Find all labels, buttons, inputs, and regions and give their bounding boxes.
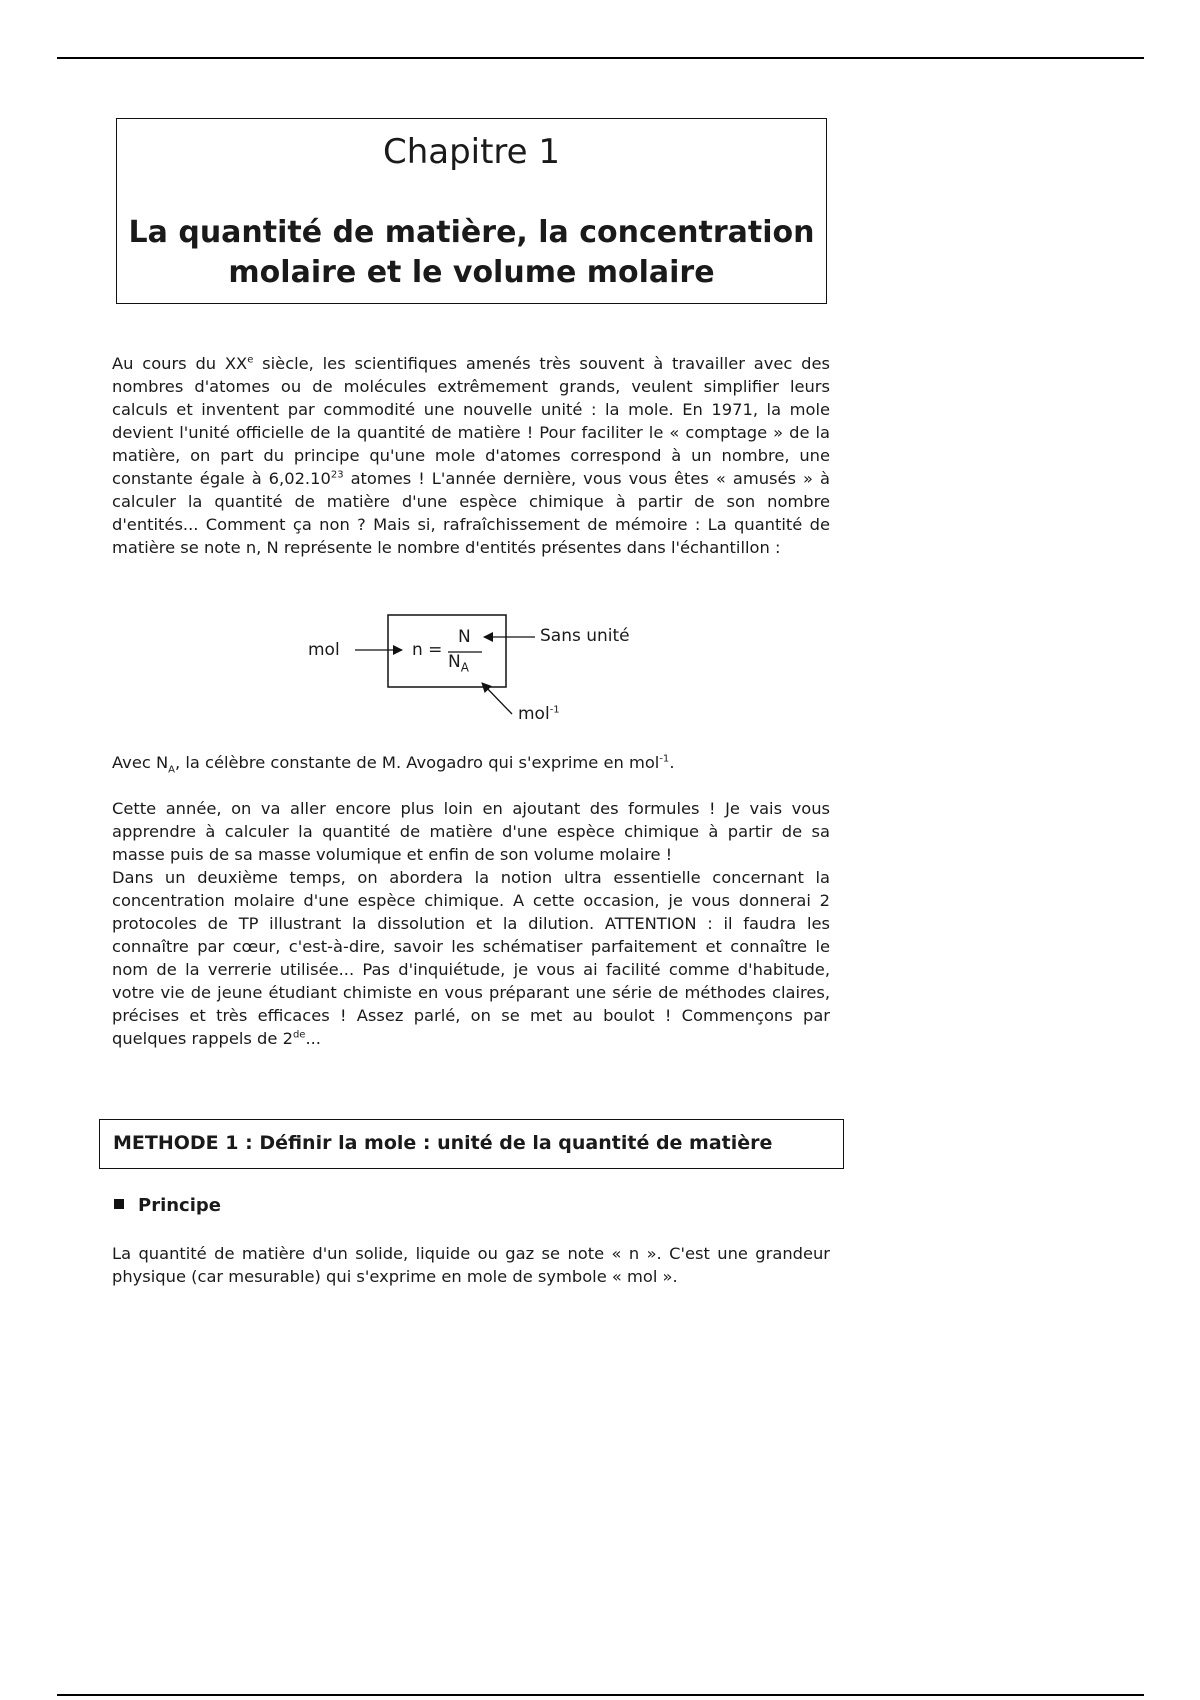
formula-left-unit: mol — [308, 640, 340, 660]
avec-sup: -1 — [659, 753, 670, 765]
formula-denominator-sub: A — [460, 660, 469, 675]
intro-paragraph — [112, 352, 830, 559]
avec-text-b: , la célèbre constante de M. Avogadro qui s'exprime en mol — [175, 753, 660, 772]
formula-numerator: N — [458, 627, 471, 647]
mole-formula-diagram — [270, 600, 690, 730]
principle-paragraph: La quantité de matière d'un solide, liquide ou gaz se note « n ». C'est une grandeur physique (car mesurable) qui s'exprime en mole de symbole « mol ». — [112, 1244, 830, 1286]
intro-text-b: siècle, les scientifiques amenés très souvent à travailler avec des nombres d'atomes ou de molécules extrêmement grands, veulent simplifier leurs calculs et inventent par commodité une nouvelle unité : la mole. En 1971, la mole devient l'unité officielle de la quantité de matière ! Pour faciliter le « comptage » de la matière, on part du principe qu'une mole d'atomes correspond à un nombre, une constante égale à 6,02.10 — [112, 354, 830, 488]
program-paragraph — [112, 797, 830, 1050]
principle-heading — [114, 1195, 221, 1217]
program-text-b: Dans un deuxième temps, on abordera la notion ultra essentielle concernant la concentration molaire d'une espèce chimique. A cette occasion, je vous donnerai 2 protocoles de TP illustrant la dissolution et la dilution. ATTENTION : il faudra les connaître par cœur, c'est-à-dire, savoir les schématiser parfaitement et connaître le nom de la verrerie utilisée... Pas d'inquiétude, je vous ai facilité comme d'habitude, votre vie de jeune étudiant chimiste en vous préparant une série de méthodes claires, précises et très efficaces ! Assez parlé, on se met au boulot ! Commençons par quelques rappels de 2 — [112, 868, 830, 1048]
avec-text-a: Avec N — [112, 753, 169, 772]
intro-text-c: atomes ! L'année dernière, vous vous êtes « amusés » à calculer la quantité de matière d'une espèce chimique à partir de son nombre d'entités... Comment ça non ? Mais si, rafraîchissement de mémoire : La quantité de matière se note n, N représente le nombre d'entités présentes dans l'échantillon : — [112, 469, 830, 557]
top-rule — [57, 57, 1144, 59]
chapter-label: Chapitre 1 — [382, 132, 561, 172]
square-bullet-icon — [114, 1199, 124, 1209]
formula-denominator-unit — [518, 704, 560, 724]
formula-denominator-base: N — [448, 652, 461, 672]
intro-sup-century: e — [247, 354, 254, 366]
avogadro-note — [112, 751, 830, 774]
formula-denominator-unit-base: mol — [518, 704, 550, 724]
formula-denominator — [448, 652, 469, 675]
method-1-title-box: METHODE 1 : Définir la mole : unité de la quantité de matière — [99, 1119, 844, 1169]
chapter-title: La quantité de matière, la concentration molaire et le volume molaire — [128, 215, 815, 290]
principle-heading-text: Principe — [138, 1195, 221, 1216]
program-text-b-line — [112, 866, 830, 1050]
intro-sup-exponent: 23 — [330, 469, 344, 481]
formula-lhs: n = — [412, 640, 443, 660]
avec-text-c: . — [669, 753, 675, 772]
program-text-c: ... — [305, 1029, 321, 1048]
formula-denominator-unit-sup: -1 — [549, 704, 560, 716]
program-text-a: Cette année, on va aller encore plus loin en ajoutant des formules ! Je vais vous apprendre à calculer la quantité de matière d'une espèce chimique à partir de sa masse puis de sa masse volumique et enfin de son volume molaire ! — [112, 799, 830, 864]
intro-text-a: Au cours du XX — [112, 354, 248, 373]
chapter-title-box — [116, 118, 827, 304]
avec-sub: A — [168, 764, 175, 776]
formula-box — [388, 615, 506, 687]
program-sup: de — [292, 1029, 306, 1041]
formula-lines — [270, 600, 690, 730]
bottom-rule — [57, 1694, 1144, 1696]
formula-numerator-note: Sans unité — [540, 626, 630, 646]
